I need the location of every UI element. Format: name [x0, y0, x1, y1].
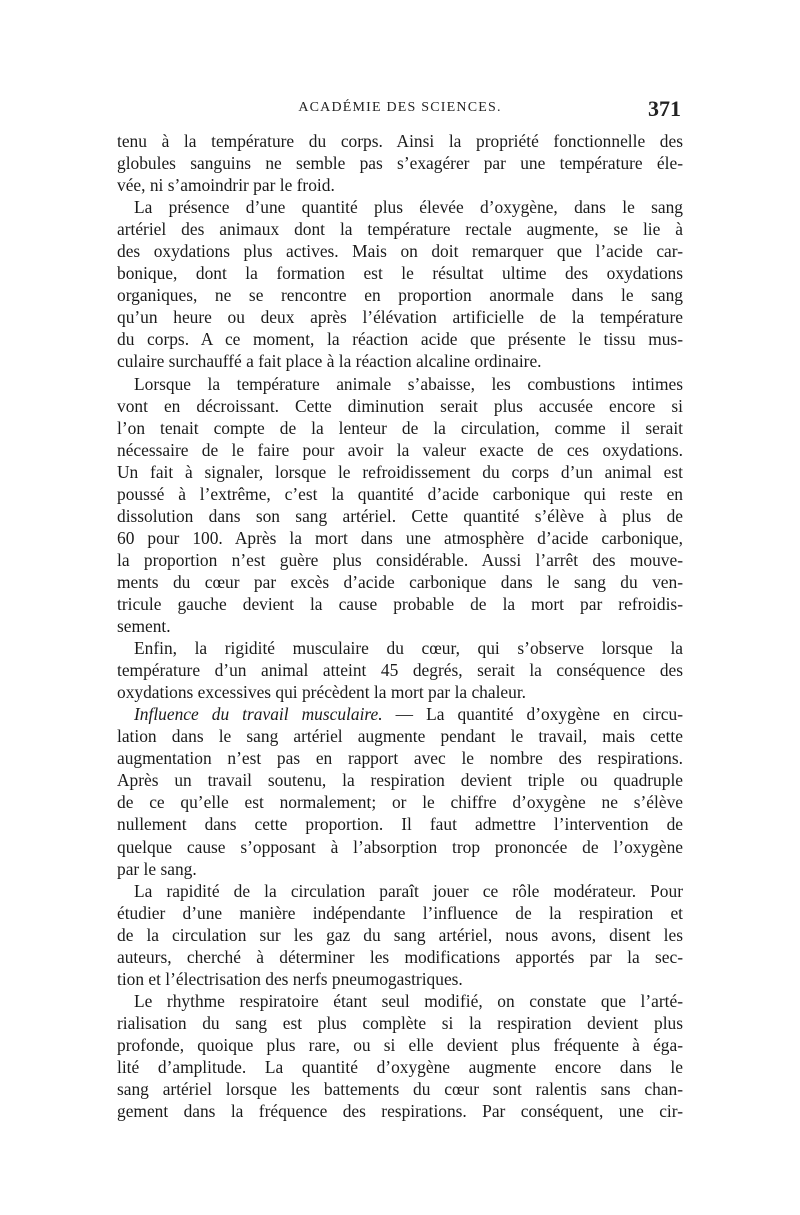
paragraph-first-line: Enfin, la rigidité musculaire du cœur, qui s’observe lorsque la [134, 638, 683, 659]
text-line: des oxydations plus actives. Mais on doit remarquer que l’acide car- [117, 241, 683, 262]
text-line: bonique, dont la formation est le résultat ultime des oxydations [117, 263, 683, 284]
text-line: tricule gauche devient la cause probable de la mort par refroidis- [117, 593, 683, 614]
text-line: du corps. A ce moment, la réaction acide que présente le tissu mus- [117, 329, 683, 350]
text-line: auteurs, cherché à déterminer les modifications apportés par la sec- [117, 946, 683, 967]
paragraph-first-line: La rapidité de la circulation paraît jouer ce rôle modérateur. Pour [134, 880, 683, 901]
text-line: artériel des animaux dont la température rectale augmente, se lie à [117, 219, 683, 240]
text-line: Après un travail soutenu, la respiration devient triple ou quadruple [117, 770, 683, 791]
text-line: température d’un animal atteint 45 degrés, serait la conséquence des [117, 660, 683, 681]
text-line: l’on tenait compte de la lenteur de la circulation, comme il serait [117, 417, 683, 438]
running-head [117, 96, 683, 126]
text-line: nécessaire de le faire pour avoir la valeur exacte de ces oxydations. [117, 439, 683, 460]
section-heading-line [117, 703, 683, 725]
text-line: oxydations excessives qui précèdent la mort par la chaleur. [117, 682, 527, 703]
text-line: poussé à l’extrême, c’est la quantité d’acide carbonique qui reste en [117, 483, 683, 504]
text-line: rialisation du sang est plus complète si la respiration devient plus [117, 1012, 683, 1033]
paragraph-first-line: Le rhythme respiratoire étant seul modifié, on constate que l’arté- [134, 990, 683, 1011]
text-line: Un fait à signaler, lorsque le refroidissement du corps d’un animal est [117, 461, 683, 482]
section-heading-text: — La quantité d’oxygène en circu- [382, 704, 683, 725]
page-number: 371 [648, 96, 681, 121]
text-line: nullement dans cette proportion. Il faut admettre l’intervention de [117, 814, 683, 835]
paragraph-first-line: Lorsque la température animale s’abaisse, les combustions intimes [134, 373, 683, 394]
text-line: gement dans la fréquence des respirations. Par conséquent, une cir- [117, 1101, 683, 1122]
text-line: ments du cœur par excès d’acide carbonique dans le sang du ven- [117, 571, 683, 592]
text-line: lité d’amplitude. La quantité d’oxygène augmente encore dans le [117, 1056, 683, 1077]
text-line: sement. [117, 616, 171, 637]
text-line: de la circulation sur les gaz du sang artériel, nous avons, disent les [117, 924, 683, 945]
text-line: organiques, ne se rencontre en proportion anormale dans le sang [117, 285, 683, 306]
text-line: dissolution dans son sang artériel. Cette quantité s’élève à plus de [117, 505, 683, 526]
text-line: tion et l’électrisation des nerfs pneumogastriques. [117, 968, 463, 989]
text-line: qu’un heure ou deux après l’élévation artificielle de la température [117, 307, 683, 328]
body-text [117, 130, 683, 1122]
section-title: Influence du travail musculaire. [134, 704, 383, 725]
text-line: lation dans le sang artériel augmente pendant le travail, mais cette [117, 726, 683, 747]
text-line: vont en décroissant. Cette diminution serait plus accusée encore si [117, 395, 683, 416]
text-line: sang artériel lorsque les battements du cœur sont ralentis sans chan- [117, 1079, 683, 1100]
text-line: profonde, quoique plus rare, ou si elle devient plus fréquente à éga- [117, 1034, 683, 1055]
running-title: ACADÉMIE DES SCIENCES. [298, 100, 502, 115]
text-line: vée, ni s’amoindrir par le froid. [117, 175, 335, 196]
paragraph-first-line: La présence d’une quantité plus élevée d’oxygène, dans le sang [134, 197, 683, 218]
text-line: par le sang. [117, 858, 197, 879]
text-line: quelque cause s’opposant à l’absorption trop prononcée de l’oxygène [117, 836, 683, 857]
text-line: globules sanguins ne semble pas s’exagérer par une température éle- [117, 153, 683, 174]
text-line: culaire surchauffé a fait place à la réaction alcaline ordinaire. [117, 351, 542, 372]
text-line: de ce qu’elle est normalement; or le chiffre d’oxygène ne s’élève [117, 792, 683, 813]
text-line: 60 pour 100. Après la mort dans une atmosphère d’acide carbonique, [117, 527, 683, 548]
text-line: la proportion n’est guère plus considérable. Aussi l’arrêt des mouve- [117, 549, 683, 570]
text-line: augmentation n’est pas en rapport avec le nombre des respirations. [117, 748, 683, 769]
text-line: étudier d’une manière indépendante l’influence de la respiration et [117, 902, 683, 923]
text-line: tenu à la température du corps. Ainsi la propriété fonctionnelle des [117, 131, 683, 151]
